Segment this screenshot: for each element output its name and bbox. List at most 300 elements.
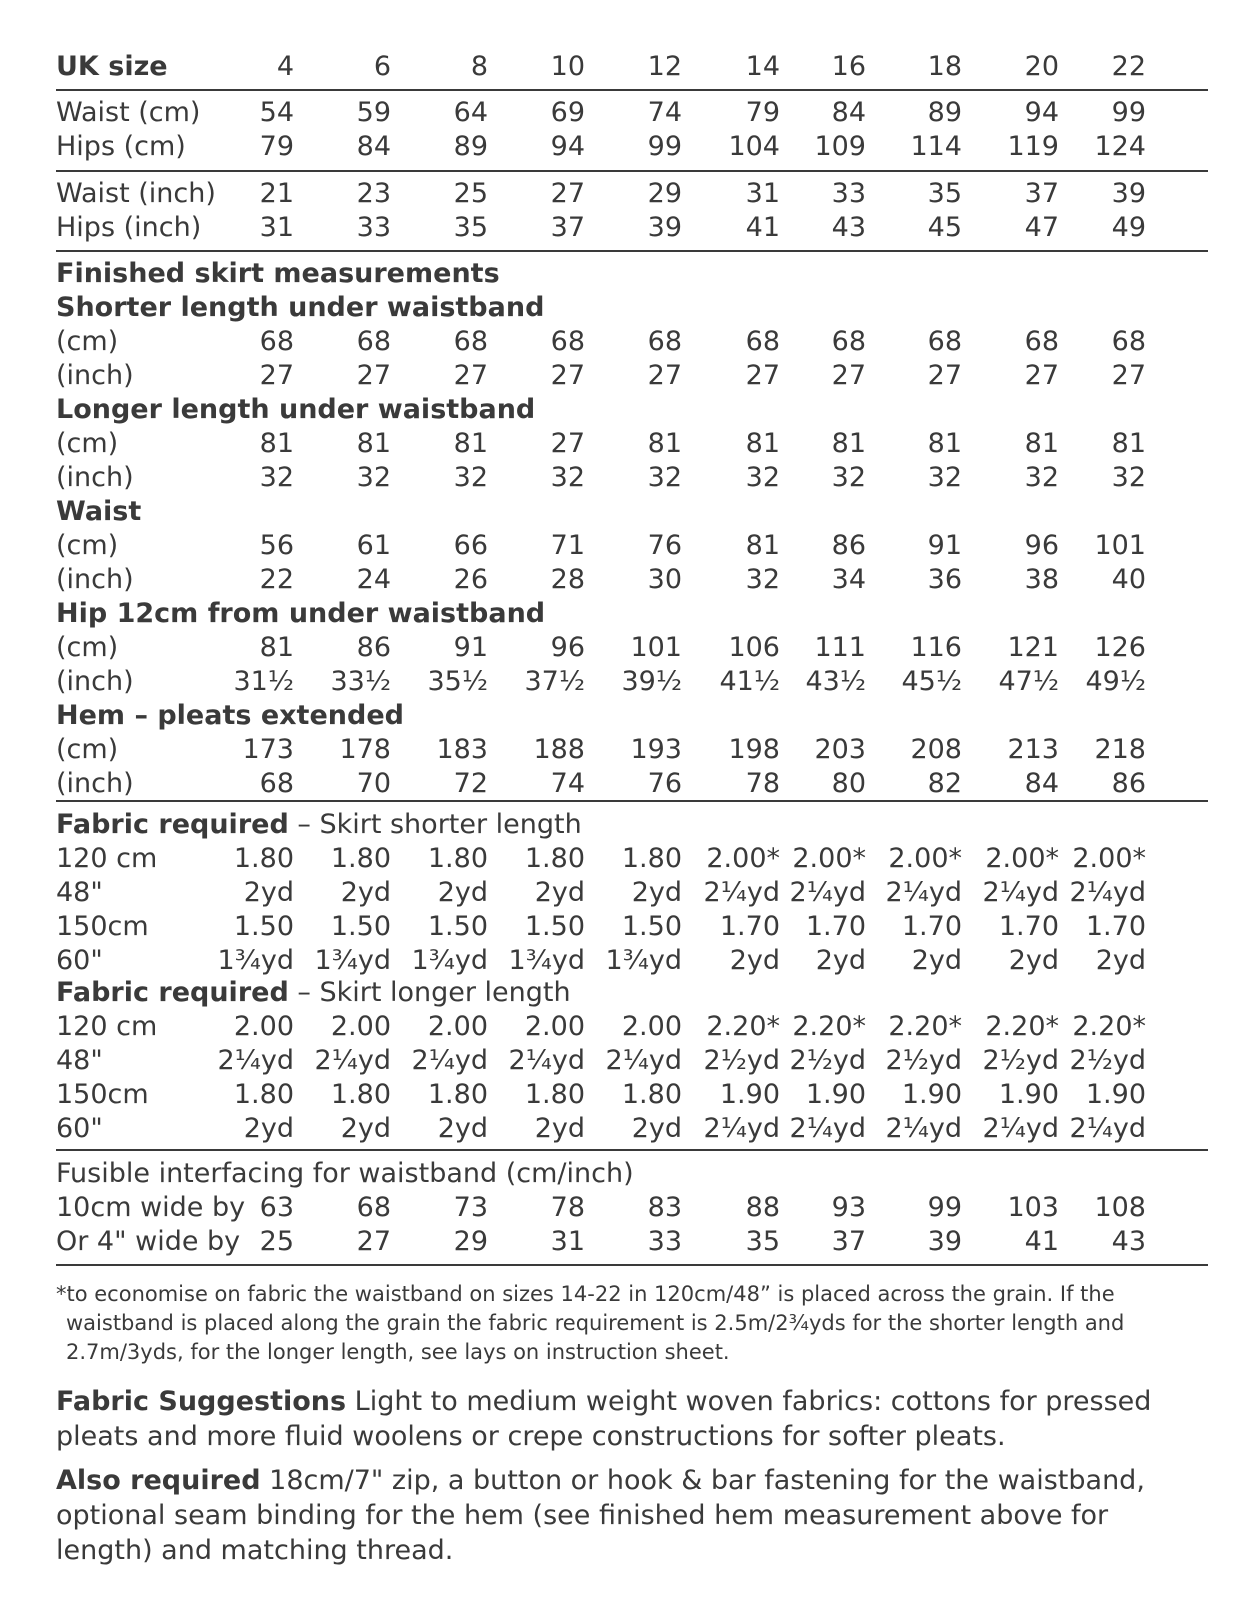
- uk-size-cell: 14: [745, 51, 780, 82]
- hip-cm-row: [56, 631, 1206, 665]
- shorter-length-inch-cell: 27: [356, 360, 391, 391]
- fabric-longer-120cm-cell: 2.20*: [1072, 1011, 1146, 1042]
- waist-inch-row: [56, 563, 1206, 597]
- interfacing-4in-cell: 27: [356, 1226, 391, 1257]
- shorter-length-cm-cell: 68: [453, 326, 488, 357]
- longer-length-inch-cell: 32: [1111, 462, 1146, 493]
- longer-length-inch-label: (inch): [56, 462, 134, 493]
- waist-cm-cell: 61: [356, 530, 391, 561]
- fabric-longer-150cm-cell: 1.80: [621, 1079, 682, 1110]
- longer-length-inch-cell: 32: [647, 462, 682, 493]
- fabric-longer-120cm-cell: 2.20*: [792, 1011, 866, 1042]
- hips-cm-cell: 124: [1094, 131, 1146, 162]
- waist-inch-cell: 23: [356, 178, 391, 209]
- fabric-shorter-60in-cell: 2yd: [729, 945, 780, 976]
- fabric-longer-60in-cell: 2¼yd: [1069, 1113, 1146, 1144]
- interfacing-10cm-cell: 63: [259, 1192, 294, 1223]
- fabric-longer-48in-cell: 2½yd: [703, 1045, 780, 1076]
- waist-cm-cell: 89: [927, 97, 962, 128]
- shorter-length-cm-cell: 68: [259, 326, 294, 357]
- longer-length-cm-cell: 81: [259, 428, 294, 459]
- shorter-length-cm-cell: 68: [550, 326, 585, 357]
- fabric-shorter-48in-cell: 2yd: [534, 877, 585, 908]
- waist-inch-label: (inch): [56, 564, 134, 595]
- waist-inch-cell: 31: [745, 178, 780, 209]
- interfacing-4in-cell: 43: [1111, 1226, 1146, 1257]
- fabric-longer-48in-cell: 2¼yd: [314, 1045, 391, 1076]
- interfacing-4in-cell: 39: [927, 1226, 962, 1257]
- fabric-shorter-150cm-cell: 1.50: [524, 911, 585, 942]
- fabric-suggestions-text: Light to medium weight woven fabrics: cottons for pressed pleats and more fluid woolens or crepe constructions for softer pleats.: [56, 1386, 1152, 1452]
- waist-cm-cell: 54: [259, 97, 294, 128]
- fabric-shorter-60in-cell: 2yd: [911, 945, 962, 976]
- fabric-longer-150cm-cell: 1.90: [901, 1079, 962, 1110]
- fabric-longer-48in-cell: 2¼yd: [605, 1045, 682, 1076]
- waist-cm-cell: 76: [647, 530, 682, 561]
- fabric-shorter-150cm-label: 150cm: [56, 911, 149, 942]
- hips-cm-cell: 84: [356, 131, 391, 162]
- fabric-longer-48in-cell: 2½yd: [1069, 1045, 1146, 1076]
- hem-cm-label: (cm): [56, 734, 119, 765]
- hip-cm-cell: 126: [1094, 632, 1146, 663]
- shorter-length-cm-cell: 68: [927, 326, 962, 357]
- fabric-longer-150cm-cell: 1.90: [805, 1079, 866, 1110]
- hip-inch-cell: 49½: [1085, 666, 1146, 697]
- waist-cm-cell: 101: [1094, 530, 1146, 561]
- uk-size-cell: 4: [276, 51, 294, 82]
- hips-inch-row: [56, 211, 1206, 245]
- hem-cm-cell: 173: [242, 734, 294, 765]
- fabric-longer-60in-row: [56, 1112, 1206, 1146]
- hips-inch-cell: 45: [927, 212, 962, 243]
- fabric-shorter-48in-cell: 2¼yd: [703, 877, 780, 908]
- fabric-shorter-150cm-cell: 1.70: [805, 911, 866, 942]
- shorter-length-inch-cell: 27: [550, 360, 585, 391]
- divider: [56, 800, 1208, 802]
- fabric-longer-60in-cell: 2yd: [631, 1113, 682, 1144]
- fabric-longer-150cm-cell: 1.80: [330, 1079, 391, 1110]
- hip-inch-cell: 41½: [719, 666, 780, 697]
- shorter-length-cm-cell: 68: [1024, 326, 1059, 357]
- hips-cm-cell: 94: [550, 131, 585, 162]
- hip-cm-cell: 121: [1007, 632, 1059, 663]
- fabric-longer-heading-rest: – Skirt longer length: [288, 977, 571, 1008]
- fabric-longer-150cm-row: [56, 1078, 1206, 1112]
- interfacing-4in-cell: 35: [745, 1226, 780, 1257]
- fabric-longer-60in-cell: 2yd: [340, 1113, 391, 1144]
- waist-cm-cell: 86: [831, 530, 866, 561]
- fabric-shorter-120cm-cell: 1.80: [330, 843, 391, 874]
- hip-inch-cell: 37½: [524, 666, 585, 697]
- fabric-longer-60in-cell: 2yd: [534, 1113, 585, 1144]
- fabric-longer-48in-row: [56, 1044, 1206, 1078]
- hem-inch-cell: 86: [1111, 768, 1146, 799]
- hem-inch-cell: 70: [356, 768, 391, 799]
- hem-cm-cell: 203: [814, 734, 866, 765]
- hips-cm-cell: 104: [728, 131, 780, 162]
- interfacing-4in-row: [56, 1225, 1206, 1259]
- waist-inch-cell: 28: [550, 564, 585, 595]
- waist-inch-label: Waist (inch): [56, 178, 216, 209]
- uk-size-cell: 10: [550, 51, 585, 82]
- fabric-longer-48in-cell: 2¼yd: [411, 1045, 488, 1076]
- longer-length-cm-label: (cm): [56, 428, 119, 459]
- fabric-shorter-150cm-cell: 1.70: [901, 911, 962, 942]
- shorter-length-heading: Shorter length under waistband: [56, 292, 545, 323]
- fabric-shorter-48in-row: [56, 876, 1206, 910]
- fabric-shorter-48in-cell: 2¼yd: [789, 877, 866, 908]
- interfacing-10cm-row: [56, 1191, 1206, 1225]
- waist-inch-cell: 34: [831, 564, 866, 595]
- waist-inch-cell: 36: [927, 564, 962, 595]
- fabric-longer-120cm-label: 120 cm: [56, 1011, 158, 1042]
- waist-inch-cell: 29: [647, 178, 682, 209]
- uk-size-cell: 8: [470, 51, 488, 82]
- fabric-shorter-150cm-cell: 1.50: [621, 911, 682, 942]
- fabric-shorter-120cm-cell: 2.00*: [792, 843, 866, 874]
- fabric-longer-60in-cell: 2yd: [437, 1113, 488, 1144]
- fabric-longer-heading-bold: Fabric required: [56, 977, 289, 1008]
- hem-inch-cell: 68: [259, 768, 294, 799]
- waist-inch-cell: 39: [1111, 178, 1146, 209]
- hip-inch-cell: 45½: [901, 666, 962, 697]
- waist-cm-cell: 84: [831, 97, 866, 128]
- hip-cm-cell: 106: [728, 632, 780, 663]
- fabric-longer-120cm-cell: 2.00: [427, 1011, 488, 1042]
- shorter-length-cm-cell: 68: [831, 326, 866, 357]
- hip-inch-cell: 35½: [427, 666, 488, 697]
- fabric-shorter-60in-cell: 2yd: [1008, 945, 1059, 976]
- hem-cm-cell: 213: [1007, 734, 1059, 765]
- fabric-longer-48in-cell: 2¼yd: [508, 1045, 585, 1076]
- shorter-length-inch-cell: 27: [1024, 360, 1059, 391]
- shorter-length-inch-cell: 27: [453, 360, 488, 391]
- waist-cm-cell: 69: [550, 97, 585, 128]
- hip-inch-cell: 43½: [805, 666, 866, 697]
- hips-cm-cell: 79: [259, 131, 294, 162]
- shorter-length-cm-cell: 68: [647, 326, 682, 357]
- hem-cm-cell: 198: [728, 734, 780, 765]
- fabric-longer-48in-cell: 2½yd: [789, 1045, 866, 1076]
- longer-length-inch-cell: 32: [259, 462, 294, 493]
- fabric-longer-120cm-cell: 2.00: [330, 1011, 391, 1042]
- hip-cm-cell: 101: [630, 632, 682, 663]
- longer-length-inch-cell: 32: [831, 462, 866, 493]
- fabric-longer-48in-cell: 2½yd: [885, 1045, 962, 1076]
- fabric-shorter-48in-cell: 2yd: [631, 877, 682, 908]
- fabric-shorter-120cm-row: [56, 842, 1206, 876]
- hip-inch-cell: 33½: [330, 666, 391, 697]
- fabric-shorter-48in-cell: 2¼yd: [982, 877, 1059, 908]
- hip-cm-cell: 86: [356, 632, 391, 663]
- hem-cm-cell: 208: [910, 734, 962, 765]
- fabric-shorter-150cm-cell: 1.50: [427, 911, 488, 942]
- interfacing-4in-cell: 33: [647, 1226, 682, 1257]
- fabric-shorter-60in-cell: 2yd: [1095, 945, 1146, 976]
- waist-cm-cell: 66: [453, 530, 488, 561]
- shorter-length-inch-row: [56, 359, 1206, 393]
- longer-length-heading: Longer length under waistband: [56, 394, 536, 425]
- divider: [56, 89, 1208, 91]
- waist-cm-cell: 99: [1111, 97, 1146, 128]
- fabric-longer-48in-cell: 2¼yd: [217, 1045, 294, 1076]
- waist-cm-cell: 96: [1024, 530, 1059, 561]
- shorter-length-inch-cell: 27: [831, 360, 866, 391]
- hip-inch-label: (inch): [56, 666, 134, 697]
- waist-inch-cell: 27: [550, 178, 585, 209]
- fabric-longer-60in-cell: 2yd: [243, 1113, 294, 1144]
- hip-inch-row: [56, 665, 1206, 699]
- fabric-shorter-120cm-cell: 2.00*: [1072, 843, 1146, 874]
- hip-cm-label: (cm): [56, 632, 119, 663]
- fabric-shorter-heading-rest: – Skirt shorter length: [288, 809, 582, 840]
- waist-cm-cell: 91: [927, 530, 962, 561]
- waist-cm-cell: 94: [1024, 97, 1059, 128]
- longer-length-cm-cell: 81: [1111, 428, 1146, 459]
- longer-length-cm-cell: 81: [647, 428, 682, 459]
- interfacing-10cm-cell: 88: [745, 1192, 780, 1223]
- waist-inch-cell: 40: [1111, 564, 1146, 595]
- fabric-shorter-60in-cell: 2yd: [815, 945, 866, 976]
- also-required-bold: Also required: [56, 1465, 261, 1496]
- waist-cm-cell: 71: [550, 530, 585, 561]
- waist-inch-cell: 30: [647, 564, 682, 595]
- hips-inch-cell: 39: [647, 212, 682, 243]
- footnote: [56, 1280, 1166, 1367]
- hip-heading: Hip 12cm from under waistband: [56, 598, 546, 629]
- hip-cm-cell: 96: [550, 632, 585, 663]
- fabric-longer-150cm-cell: 1.80: [524, 1079, 585, 1110]
- fabric-shorter-150cm-cell: 1.70: [998, 911, 1059, 942]
- shorter-length-cm-cell: 68: [356, 326, 391, 357]
- hem-cm-cell: 218: [1094, 734, 1146, 765]
- fabric-shorter-120cm-label: 120 cm: [56, 843, 158, 874]
- waist-cm-cell: 81: [745, 530, 780, 561]
- waist-heading: Waist: [56, 496, 142, 527]
- fabric-shorter-60in-cell: 1¾yd: [508, 945, 585, 976]
- waist-cm-cell: 56: [259, 530, 294, 561]
- longer-length-cm-cell: 81: [1024, 428, 1059, 459]
- longer-length-cm-cell: 81: [356, 428, 391, 459]
- hip-inch-cell: 31½: [233, 666, 294, 697]
- hips-inch-cell: 35: [453, 212, 488, 243]
- fabric-longer-120cm-cell: 2.20*: [985, 1011, 1059, 1042]
- fabric-longer-60in-cell: 2¼yd: [982, 1113, 1059, 1144]
- fabric-shorter-48in-label: 48": [56, 877, 103, 908]
- fabric-shorter-48in-cell: 2yd: [243, 877, 294, 908]
- divider: [56, 170, 1208, 172]
- shorter-length-cm-label: (cm): [56, 326, 119, 357]
- longer-length-cm-cell: 81: [927, 428, 962, 459]
- hips-cm-cell: 119: [1007, 131, 1059, 162]
- hip-inch-cell: 47½: [998, 666, 1059, 697]
- interfacing-10cm-cell: 108: [1094, 1192, 1146, 1223]
- waist-cm-row: [56, 96, 1206, 130]
- waist-inch-cell: 25: [453, 178, 488, 209]
- longer-length-inch-cell: 32: [356, 462, 391, 493]
- fabric-longer-150cm-label: 150cm: [56, 1079, 149, 1110]
- interfacing-4in-cell: 37: [831, 1226, 866, 1257]
- divider: [56, 250, 1208, 252]
- hips-inch-cell: 33: [356, 212, 391, 243]
- longer-length-inch-row: [56, 461, 1206, 495]
- longer-length-cm-cell: 81: [745, 428, 780, 459]
- fabric-shorter-48in-cell: 2¼yd: [885, 877, 962, 908]
- hem-inch-cell: 76: [647, 768, 682, 799]
- longer-length-cm-row: [56, 427, 1206, 461]
- longer-length-cm-cell: 27: [550, 428, 585, 459]
- hips-cm-cell: 109: [814, 131, 866, 162]
- fabric-shorter-120cm-cell: 1.80: [621, 843, 682, 874]
- hips-inch-cell: 49: [1111, 212, 1146, 243]
- hem-inch-cell: 72: [453, 768, 488, 799]
- divider: [56, 1149, 1208, 1151]
- uk-size-cell: 16: [831, 51, 866, 82]
- hips-inch-cell: 31: [259, 212, 294, 243]
- longer-length-cm-cell: 81: [453, 428, 488, 459]
- hips-cm-cell: 89: [453, 131, 488, 162]
- hem-inch-cell: 82: [927, 768, 962, 799]
- fabric-shorter-120cm-cell: 2.00*: [888, 843, 962, 874]
- footnote-line: 2.7m/3yds, for the longer length, see lays on instruction sheet.: [66, 1340, 730, 1364]
- fabric-shorter-48in-cell: 2yd: [437, 877, 488, 908]
- longer-length-inch-cell: 32: [453, 462, 488, 493]
- waist-inch-cell: 35: [927, 178, 962, 209]
- hip-cm-cell: 116: [910, 632, 962, 663]
- fabric-shorter-60in-label: 60": [56, 945, 103, 976]
- also-required: [56, 1463, 1206, 1568]
- hips-inch-cell: 43: [831, 212, 866, 243]
- fabric-shorter-48in-cell: 2yd: [340, 877, 391, 908]
- fabric-longer-150cm-cell: 1.90: [998, 1079, 1059, 1110]
- hem-inch-label: (inch): [56, 768, 134, 799]
- finished-measurements-heading: Finished skirt measurements: [56, 258, 500, 289]
- interfacing-10cm-cell: 103: [1007, 1192, 1059, 1223]
- interfacing-10cm-cell: 78: [550, 1192, 585, 1223]
- shorter-length-cm-row: [56, 325, 1206, 359]
- waist-inch-cell: 32: [745, 564, 780, 595]
- fabric-shorter-150cm-cell: 1.50: [330, 911, 391, 942]
- footnote-line: waistband is placed along the grain the fabric requirement is 2.5m/2¾yds for the shorter length and: [66, 1311, 1125, 1335]
- uk-size-label: UK size: [56, 51, 168, 82]
- fabric-suggestions: [56, 1384, 1206, 1454]
- waist-inch-cell: 21: [259, 178, 294, 209]
- shorter-length-inch-cell: 27: [1111, 360, 1146, 391]
- uk-size-cell: 20: [1024, 51, 1059, 82]
- uk-size-cell: 22: [1111, 51, 1146, 82]
- fabric-longer-120cm-cell: 2.00: [524, 1011, 585, 1042]
- hem-cm-cell: 178: [339, 734, 391, 765]
- fabric-longer-48in-label: 48": [56, 1045, 103, 1076]
- hips-cm-cell: 99: [647, 131, 682, 162]
- fabric-shorter-120cm-cell: 2.00*: [985, 843, 1059, 874]
- fabric-shorter-120cm-cell: 1.80: [427, 843, 488, 874]
- fabric-shorter-120cm-cell: 1.80: [233, 843, 294, 874]
- fabric-shorter-heading: [56, 808, 582, 842]
- hem-inch-row: [56, 767, 1206, 801]
- hips-cm-row: [56, 130, 1206, 164]
- interfacing-10cm-cell: 73: [453, 1192, 488, 1223]
- waist-inch-cell: 26: [453, 564, 488, 595]
- waist-inch-cell: 37: [1024, 178, 1059, 209]
- hem-inch-cell: 80: [831, 768, 866, 799]
- waist-cm-cell: 74: [647, 97, 682, 128]
- hips-inch-label: Hips (inch): [56, 212, 202, 243]
- hem-heading: Hem – pleats extended: [56, 700, 404, 731]
- hem-cm-cell: 193: [630, 734, 682, 765]
- longer-length-inch-cell: 32: [927, 462, 962, 493]
- uk-size-cell: 6: [373, 51, 391, 82]
- hips-inch-cell: 37: [550, 212, 585, 243]
- waist-cm-row: [56, 529, 1206, 563]
- hip-cm-cell: 91: [453, 632, 488, 663]
- fabric-longer-heading: [56, 976, 571, 1010]
- fabric-shorter-120cm-cell: 2.00*: [706, 843, 780, 874]
- hem-cm-cell: 183: [436, 734, 488, 765]
- waist-inch-cell: 38: [1024, 564, 1059, 595]
- longer-length-cm-cell: 81: [831, 428, 866, 459]
- hips-inch-cell: 47: [1024, 212, 1059, 243]
- interfacing-10cm-cell: 99: [927, 1192, 962, 1223]
- interfacing-4in-cell: 31: [550, 1226, 585, 1257]
- fabric-longer-120cm-row: [56, 1010, 1206, 1044]
- waist-inch-cell: 24: [356, 564, 391, 595]
- hips-cm-cell: 114: [910, 131, 962, 162]
- interfacing-10cm-cell: 93: [831, 1192, 866, 1223]
- fabric-longer-120cm-cell: 2.00: [621, 1011, 682, 1042]
- fabric-shorter-48in-cell: 2¼yd: [1069, 877, 1146, 908]
- fabric-shorter-60in-cell: 1¾yd: [314, 945, 391, 976]
- fabric-shorter-120cm-cell: 1.80: [524, 843, 585, 874]
- longer-length-inch-cell: 32: [745, 462, 780, 493]
- waist-cm-label: Waist (cm): [56, 97, 201, 128]
- fabric-shorter-60in-cell: 1¾yd: [411, 945, 488, 976]
- uk-size-cell: 18: [927, 51, 962, 82]
- interfacing-4in-cell: 25: [259, 1226, 294, 1257]
- interfacing-4in-label: Or 4" wide by: [56, 1226, 241, 1257]
- hem-cm-cell: 188: [533, 734, 585, 765]
- hem-inch-cell: 74: [550, 768, 585, 799]
- waist-cm-label: (cm): [56, 530, 119, 561]
- fabric-shorter-60in-cell: 1¾yd: [217, 945, 294, 976]
- shorter-length-inch-cell: 27: [927, 360, 962, 391]
- fabric-shorter-150cm-cell: 1.70: [719, 911, 780, 942]
- fabric-longer-120cm-cell: 2.20*: [888, 1011, 962, 1042]
- hip-cm-cell: 81: [259, 632, 294, 663]
- fabric-shorter-60in-row: [56, 944, 1206, 978]
- fabric-shorter-150cm-cell: 1.50: [233, 911, 294, 942]
- uk-size-row: [56, 50, 1206, 84]
- fabric-longer-150cm-cell: 1.80: [233, 1079, 294, 1110]
- shorter-length-inch-cell: 27: [745, 360, 780, 391]
- waist-cm-cell: 64: [453, 97, 488, 128]
- interfacing-10cm-label: 10cm wide by: [56, 1192, 246, 1223]
- fabric-shorter-150cm-cell: 1.70: [1085, 911, 1146, 942]
- fabric-longer-150cm-cell: 1.90: [719, 1079, 780, 1110]
- shorter-length-inch-cell: 27: [647, 360, 682, 391]
- waist-inch-cell: 33: [831, 178, 866, 209]
- footnote-line: *to economise on fabric the waistband on sizes 14-22 in 120cm/48” is placed across the grain. If the: [56, 1282, 1115, 1306]
- shorter-length-inch-cell: 27: [259, 360, 294, 391]
- waist-cm-cell: 79: [745, 97, 780, 128]
- hem-inch-cell: 84: [1024, 768, 1059, 799]
- fabric-shorter-heading-bold: Fabric required: [56, 809, 289, 840]
- interfacing-4in-cell: 29: [453, 1226, 488, 1257]
- shorter-length-cm-cell: 68: [745, 326, 780, 357]
- fabric-shorter-60in-cell: 1¾yd: [605, 945, 682, 976]
- hip-inch-cell: 39½: [621, 666, 682, 697]
- also-required-text: 18cm/7" zip, a button or hook & bar fastening for the waistband, optional seam binding for the hem (see finished hem measurement above for length) and matching thread.: [56, 1465, 1145, 1566]
